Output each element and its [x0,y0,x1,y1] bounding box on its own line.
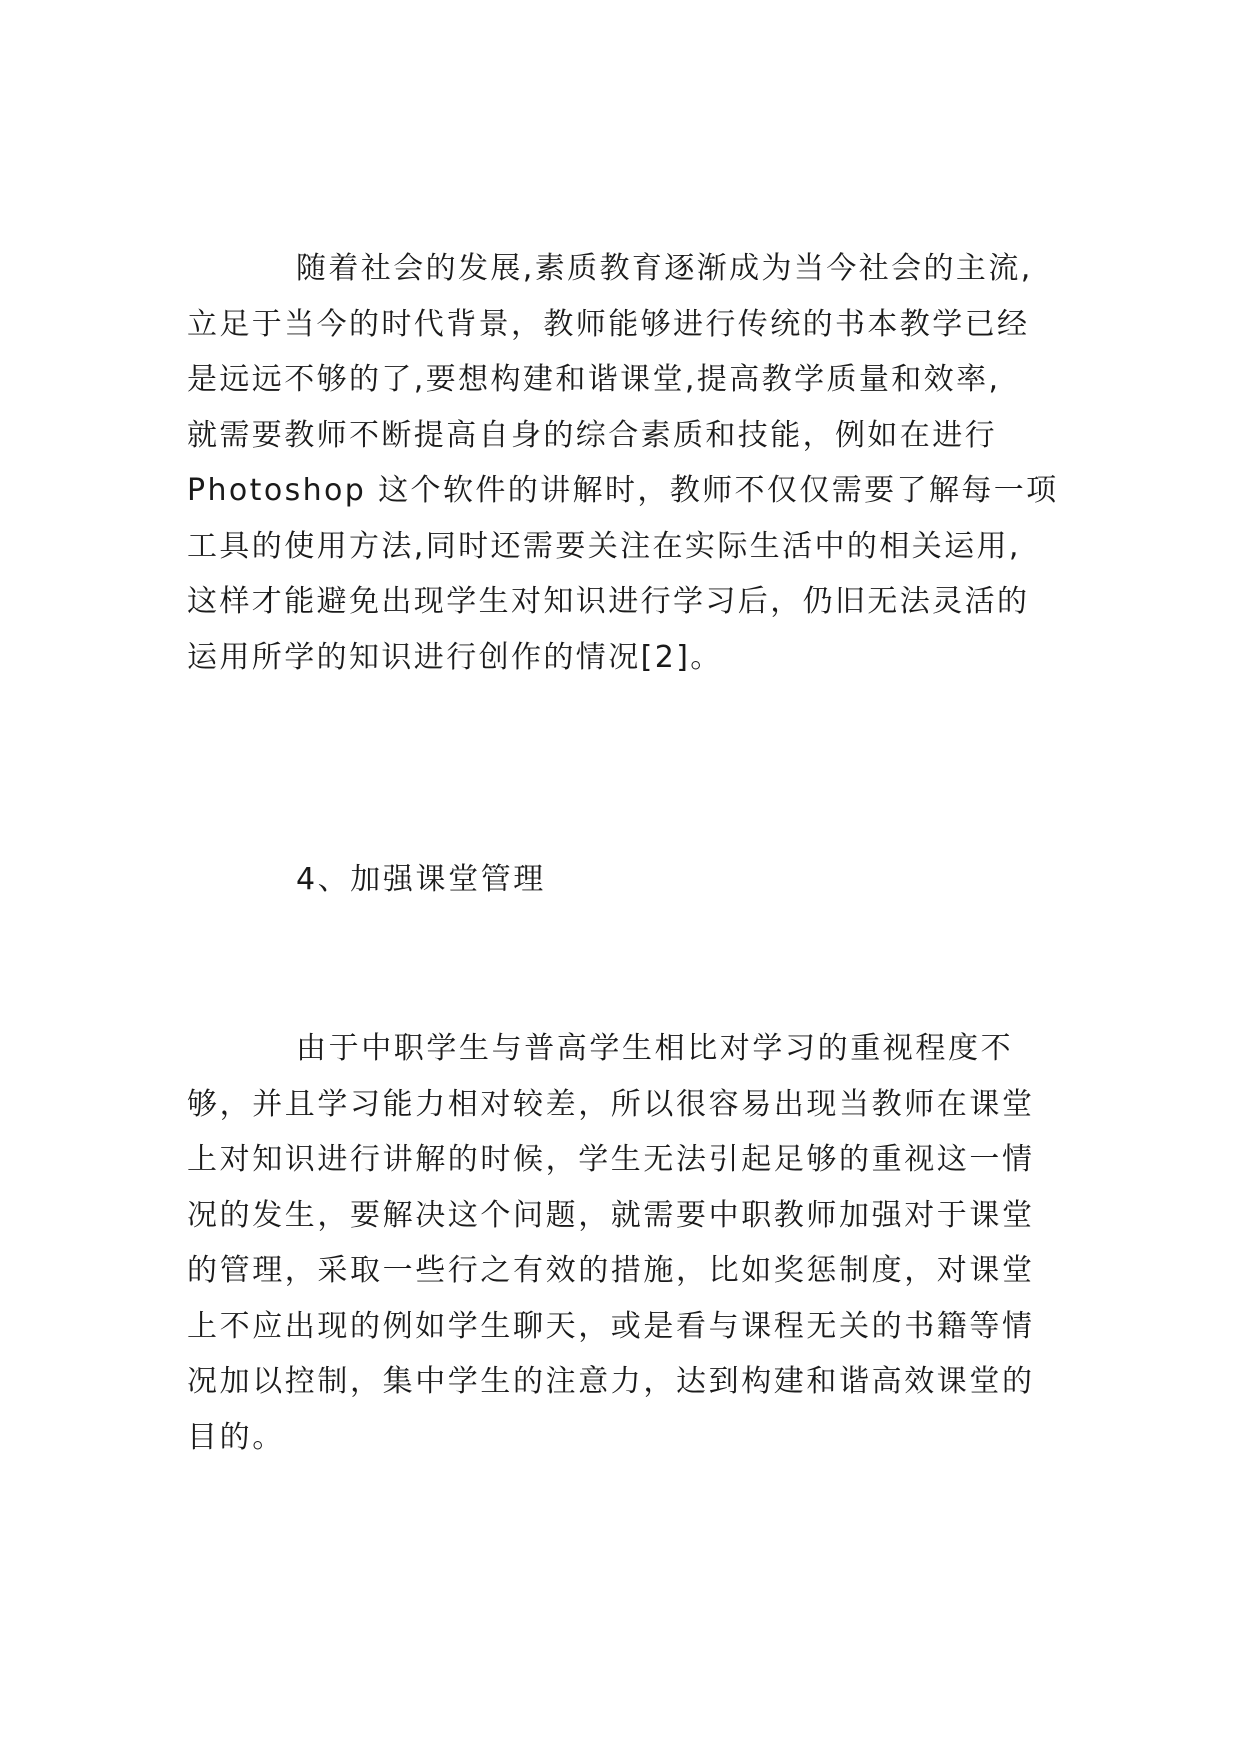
paragraph-1-line: 运用所学的知识进行创作的情况[2]。 [187,640,723,675]
paragraph-1-line: 工具的使用方法,同时还需要关注在实际生活中的相关运用, [187,529,1021,564]
paragraph-2-line: 上不应出现的例如学生聊天，或是看与课程无关的书籍等情 [187,1309,1035,1344]
paragraph-1-line: 随着社会的发展,素质教育逐渐成为当今社会的主流, [296,251,1033,286]
paragraph-2-line: 目的。 [187,1420,285,1455]
paragraph-1-line: 就需要教师不断提高自身的综合素质和技能，例如在进行 [187,418,997,453]
paragraph-2-line: 够，并且学习能力相对较差，所以很容易出现当教师在课堂 [187,1087,1035,1122]
section-heading: 4、加强课堂管理 [296,862,546,897]
paragraph-2-line: 由于中职学生与普高学生相比对学习的重视程度不 [296,1031,1014,1066]
paragraph-2-line: 况的发生，要解决这个问题，就需要中职教师加强对于课堂 [187,1198,1035,1233]
paragraph-2-line: 上对知识进行讲解的时候，学生无法引起足够的重视这一情 [187,1142,1035,1177]
paragraph-1-line: 立足于当今的时代背景，教师能够进行传统的书本教学已经 [187,307,1030,342]
paragraph-1-line: 是远远不够的了,要想构建和谐课堂,提高教学质量和效率, [187,362,1001,397]
paragraph-2-line: 况加以控制，集中学生的注意力，达到构建和谐高效课堂的 [187,1364,1035,1399]
paragraph-2-line: 的管理，采取一些行之有效的措施，比如奖惩制度，对课堂 [187,1253,1035,1288]
paragraph-1-line: 这样才能避免出现学生对知识进行学习后，仍旧无法灵活的 [187,584,1030,619]
paragraph-1-line: Photoshop 这个软件的讲解时，教师不仅仅需要了解每一项 [187,473,1059,508]
